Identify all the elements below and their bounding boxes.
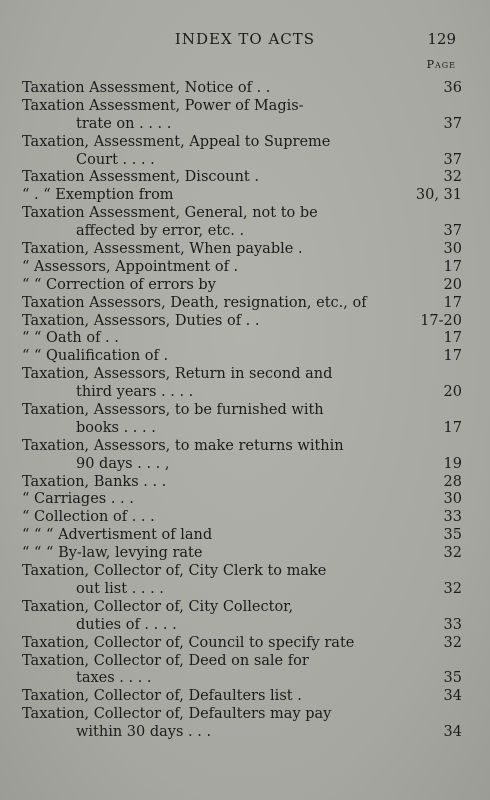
- entry-text: Taxation, Assessment, Appeal to Supreme: [22, 133, 331, 150]
- entry-page-ref: 30: [443, 241, 462, 258]
- entry-continuation: Court . . . . 37: [76, 151, 462, 168]
- entry-text: Taxation, Assessors, to be furnished with: [22, 402, 324, 419]
- entry-text: Taxation, Collector of, Deed on sale for: [22, 652, 309, 669]
- index-entry: [22, 330, 462, 348]
- index-entry: [22, 706, 462, 742]
- entry-text: “ “ Oath of . . 17: [22, 330, 462, 347]
- index-entry: [22, 348, 462, 366]
- entry-text: “ Assessors, Appointment of . 17: [22, 258, 462, 275]
- index-entries: [22, 80, 462, 742]
- entry-page-ref: 17: [443, 294, 462, 311]
- page-number: 129: [427, 30, 456, 48]
- entry-page-ref: 34: [443, 724, 462, 741]
- entry-text: Taxation, Assessors, to make returns within: [22, 437, 344, 454]
- entry-page-ref: 32: [443, 634, 462, 651]
- entry-page-ref: 37: [443, 115, 462, 132]
- entry-text: Taxation Assessment, Power of Magis-: [22, 97, 304, 114]
- index-entry: [22, 527, 462, 545]
- index-entry: [22, 653, 462, 689]
- index-entry: [22, 545, 462, 563]
- entry-text: Taxation, Assessment, When payable . 30: [22, 241, 462, 258]
- entry-text: Taxation, Collector of, City Collector,: [22, 598, 294, 615]
- entry-page-ref: 17: [443, 330, 462, 347]
- entry-text: “ “ “ Advertisment of land 35: [22, 527, 462, 544]
- index-entry: [22, 599, 462, 635]
- entry-continuation: affected by error, etc. . 37: [76, 223, 462, 240]
- entry-continuation: duties of . . . . 33: [76, 616, 462, 633]
- index-entry: [22, 313, 462, 331]
- index-entry: [22, 366, 462, 402]
- index-entry: [22, 259, 462, 277]
- entry-page-ref: 20: [443, 384, 462, 401]
- entry-page-ref: 37: [443, 151, 462, 168]
- index-entry: [22, 205, 462, 241]
- entry-text: “ Carriages . . . 30: [22, 491, 462, 508]
- entry-page-ref: 33: [443, 509, 462, 526]
- page-title: INDEX TO ACTS: [174, 30, 316, 48]
- entry-page-ref: 20: [443, 276, 462, 293]
- entry-page-ref: 17-20: [420, 312, 462, 329]
- index-entry: [22, 277, 462, 295]
- entry-page-ref: 28: [443, 473, 462, 490]
- entry-continuation: 90 days . . . , 19: [76, 455, 462, 472]
- entry-page-ref: 30: [443, 491, 462, 508]
- entry-text: Taxation Assessment, Discount . 32: [22, 169, 462, 186]
- entry-page-ref: 17: [443, 258, 462, 275]
- index-entry: [22, 134, 462, 170]
- entry-text: “ Collection of . . . 33: [22, 509, 462, 526]
- entry-page-ref: 34: [443, 688, 462, 705]
- entry-text: Taxation Assessment, General, not to be: [22, 205, 318, 222]
- entry-text: Taxation, Assessors, Duties of . . 17-20: [22, 312, 462, 329]
- entry-page-ref: 32: [443, 169, 462, 186]
- entry-text: “ “ Qualification of . 17: [22, 348, 462, 365]
- index-entry: [22, 80, 462, 98]
- entry-continuation: out list . . . . 32: [76, 580, 462, 597]
- index-entry: [22, 169, 462, 187]
- entry-text: Taxation, Collector of, Defaulters may pay: [22, 706, 332, 723]
- index-entry: [22, 402, 462, 438]
- entry-continuation: trate on . . . . 37: [76, 115, 462, 132]
- entry-continuation: books . . . . 17: [76, 419, 462, 436]
- entry-text: Taxation, Collector of, City Clerk to make: [22, 563, 327, 580]
- entry-continuation: third years . . . . 20: [76, 384, 462, 401]
- entry-page-ref: 17: [443, 348, 462, 365]
- index-entry: [22, 295, 462, 313]
- index-entry: [22, 563, 462, 599]
- index-entry: [22, 635, 462, 653]
- index-entry: [22, 187, 462, 205]
- entry-text: Taxation, Collector of, Defaulters list . 34: [22, 688, 462, 705]
- entry-text: Taxation, Banks . . . 28: [22, 473, 462, 490]
- entry-text: “ “ “ By-law, levying rate 32: [22, 545, 462, 562]
- index-entry: [22, 98, 462, 134]
- entry-page-ref: 32: [443, 545, 462, 562]
- entry-page-ref: 35: [443, 670, 462, 687]
- page-column-label: Page: [426, 58, 456, 71]
- index-entry: [22, 491, 462, 509]
- index-entry: [22, 241, 462, 259]
- entry-page-ref: 35: [443, 527, 462, 544]
- entry-text: Taxation, Collector of, Council to specify rate 32: [22, 634, 462, 651]
- index-entry: [22, 688, 462, 706]
- entry-page-ref: 32: [443, 580, 462, 597]
- entry-continuation: taxes . . . . 35: [76, 670, 462, 687]
- entry-text: Taxation Assessors, Death, resignation, etc., of 17: [22, 294, 462, 311]
- entry-page-ref: 17: [443, 419, 462, 436]
- entry-text: “ “ Correction of errors by 20: [22, 276, 462, 293]
- entry-text: Taxation Assessment, Notice of . . 36: [22, 80, 462, 96]
- entry-continuation: within 30 days . . . 34: [76, 724, 462, 741]
- index-entry: [22, 509, 462, 527]
- entry-text: Taxation, Assessors, Return in second and: [22, 366, 333, 383]
- entry-page-ref: 37: [443, 223, 462, 240]
- entry-text: “ . “ Exemption from 30, 31: [22, 187, 462, 204]
- entry-page-ref: 19: [443, 455, 462, 472]
- entry-page-ref: 33: [443, 616, 462, 633]
- index-entry: [22, 474, 462, 492]
- entry-page-ref: 36: [443, 80, 462, 96]
- index-entry: [22, 438, 462, 474]
- entry-page-ref: 30, 31: [415, 187, 462, 204]
